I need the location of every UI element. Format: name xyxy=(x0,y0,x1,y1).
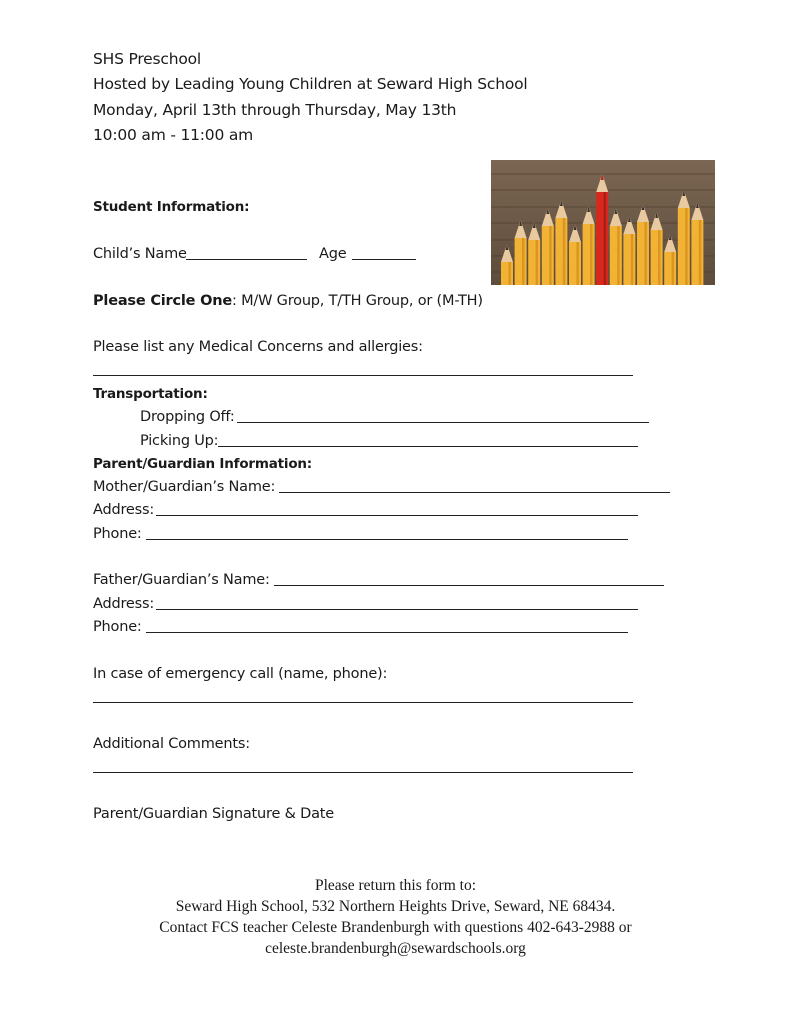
pencils-photo xyxy=(491,160,715,285)
yellow-pencil xyxy=(555,218,567,285)
mother-name-label: Mother/Guardian’s Name: xyxy=(93,479,276,495)
mother-phone-label: Phone: xyxy=(93,526,142,542)
yellow-pencil xyxy=(651,230,663,285)
father-address-label: Address: xyxy=(93,596,155,612)
transportation-heading: Transportation: xyxy=(93,386,208,402)
yellow-pencil xyxy=(637,222,649,285)
signature-label: Parent/Guardian Signature & Date xyxy=(93,806,334,822)
contact-line: Contact FCS teacher Celeste Brandenburgh with questions 402-643-2988 or xyxy=(159,919,632,936)
yellow-pencil xyxy=(678,208,690,285)
father-name-field[interactable] xyxy=(274,585,664,586)
mother-address-field[interactable] xyxy=(156,515,638,516)
yellow-pencil xyxy=(610,226,622,285)
yellow-pencil xyxy=(664,252,676,285)
school-address: Seward High School, 532 Northern Heights Drive, Seward, NE 68434. xyxy=(175,898,616,915)
age-label: Age xyxy=(319,246,347,262)
program-host: Hosted by Leading Young Children at Seward High School xyxy=(93,75,528,93)
comments-label: Additional Comments: xyxy=(93,736,250,752)
student-info-heading: Student Information: xyxy=(93,199,250,215)
circle-one-row xyxy=(93,292,483,310)
yellow-pencil xyxy=(691,220,703,285)
medical-field[interactable] xyxy=(93,375,633,376)
mother-phone-field[interactable] xyxy=(146,539,628,540)
parent-info-heading: Parent/Guardian Information: xyxy=(93,456,313,472)
red-pencil xyxy=(596,192,608,285)
childs-name-field[interactable] xyxy=(186,259,307,260)
group-options: : M/W Group, T/TH Group, or (M-TH) xyxy=(232,293,483,309)
return-instructions: Please return this form to: xyxy=(315,877,476,894)
program-title: SHS Preschool xyxy=(93,50,201,68)
emergency-field[interactable] xyxy=(93,702,633,703)
childs-name-label: Child’s Name xyxy=(93,246,187,262)
dropping-off-label: Dropping Off: xyxy=(140,409,235,425)
mother-name-field[interactable] xyxy=(279,492,670,493)
father-name-label: Father/Guardian’s Name: xyxy=(93,572,270,588)
dropping-off-field[interactable] xyxy=(237,422,649,423)
mother-address-label: Address: xyxy=(93,502,155,518)
yellow-pencil xyxy=(542,226,554,285)
father-phone-label: Phone: xyxy=(93,619,142,635)
yellow-pencil xyxy=(515,238,527,285)
contact-email[interactable]: celeste.brandenburgh@sewardschools.org xyxy=(265,940,526,957)
yellow-pencil xyxy=(583,224,595,285)
comments-field[interactable] xyxy=(93,772,633,773)
father-phone-field[interactable] xyxy=(146,632,628,633)
program-time: 10:00 am - 11:00 am xyxy=(93,126,254,144)
yellow-pencil xyxy=(569,242,581,285)
age-field[interactable] xyxy=(352,259,416,260)
program-dates: Monday, April 13th through Thursday, May 13th xyxy=(93,101,457,119)
emergency-label: In case of emergency call (name, phone): xyxy=(93,666,388,682)
yellow-pencil xyxy=(528,240,540,285)
picking-up-label: Picking Up: xyxy=(140,433,219,449)
yellow-pencil xyxy=(623,234,635,285)
yellow-pencil xyxy=(501,262,513,285)
medical-label: Please list any Medical Concerns and allergies: xyxy=(93,339,423,355)
father-address-field[interactable] xyxy=(156,609,638,610)
picking-up-field[interactable] xyxy=(218,446,638,447)
circle-one-label: Please Circle One xyxy=(93,293,233,309)
